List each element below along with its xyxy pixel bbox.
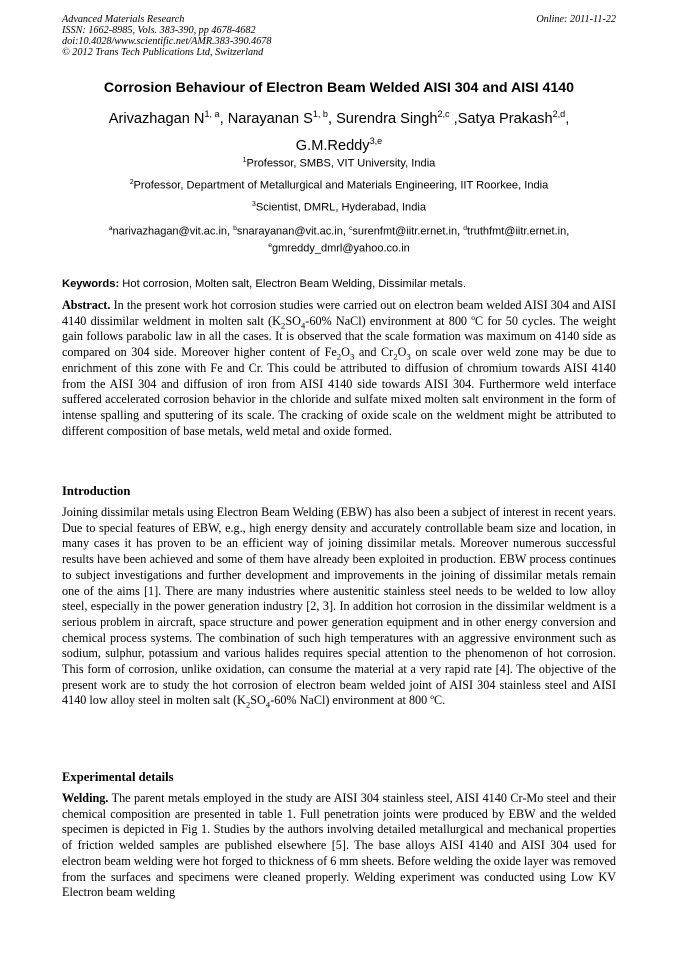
author-emails — [40, 222, 638, 255]
keywords-label: Keywords: — [62, 278, 120, 290]
journal-doi: doi:10.4028/www.scientific.net/AMR.383-390.4678 — [62, 36, 272, 47]
email-sup: b — [233, 225, 237, 232]
author-sup: 2,c — [437, 109, 450, 119]
affiliation-text: Scientist, DMRL, Hyderabad, India — [255, 201, 426, 214]
affiliation — [30, 201, 648, 214]
author-name: G.M.Reddy — [295, 137, 370, 154]
keywords-text: Hot corrosion, Molten salt, Electron Beam Welding, Dissimilar metals. — [119, 278, 466, 290]
author-sep: , — [565, 110, 570, 127]
affiliation — [30, 157, 648, 170]
abstract-label: Abstract. — [62, 298, 111, 312]
introduction-body — [62, 505, 616, 709]
affiliation-text: Professor, Department of Metallurgical and Materials Engineering, IIT Roorkee, India — [133, 179, 549, 192]
author-name: Satya Prakash — [457, 110, 553, 127]
author-name: Arivazhagan N — [108, 110, 205, 127]
email-text: snarayanan@vit.ac.in, — [236, 225, 349, 238]
email-text: narivazhagan@vit.ac.in, — [112, 225, 234, 238]
experimental-text: The parent metals employed in the study are AISI 304 stainless steel, AISI 4140 Cr-Mo steel and their chemical composition are presented in table 1. Full penetration joints were produced by EBW and the welded specimen is depicted in Fig 1. Studies by the authors involving detailed metallurgical and mechanical properties of friction welded samples are published elsewhere [5]. The base alloys AISI 4140 and AISI 304 used for electron beam welding were hot forged to thickness of 6 mm sheets. Before welding the oxide layer was removed from the surfaces and specimens were cleaned properly. Welding experiment was conducted using Low KV Electron beam welding — [62, 791, 616, 900]
affiliation-sup: 3 — [251, 201, 256, 208]
section-heading-experimental: Experimental details — [62, 770, 174, 784]
affiliation-text: Professor, SMBS, VIT University, India — [246, 157, 436, 170]
paper-title: Corrosion Behaviour of Electron Beam Welded AISI 304 and AISI 4140 — [103, 80, 575, 96]
abstract — [62, 298, 616, 439]
author-sup: 1, b — [312, 109, 328, 119]
affiliation-sup: 1 — [242, 157, 247, 164]
email-sup: c — [348, 225, 353, 232]
email-sup: e — [268, 241, 273, 249]
author-sep: , — [449, 110, 458, 127]
keywords — [62, 278, 618, 290]
author-name: Surendra Singh — [336, 110, 438, 127]
journal-name: Advanced Materials Research — [62, 14, 185, 25]
email-sup: d — [463, 225, 468, 232]
section-heading-introduction: Introduction — [62, 484, 131, 498]
journal-issn: ISSN: 1662-8985, Vols. 383-390, pp 4678-4682 — [62, 25, 256, 36]
email-sup: a — [108, 225, 113, 232]
author-sep: , — [327, 110, 337, 127]
author-list — [40, 103, 638, 157]
author-sup: 2,d — [552, 109, 566, 119]
affiliation — [30, 179, 648, 192]
email-text: surenfmt@iitr.ernet.in, — [352, 225, 464, 238]
email-text: gmreddy_dmrl@yahoo.co.in — [272, 242, 410, 255]
author-sup: 3,e — [369, 135, 383, 146]
online-date: Online: 2011-11-22 — [536, 14, 616, 25]
author-name: Narayanan S — [227, 110, 313, 127]
affiliation-sup: 2 — [129, 179, 134, 186]
welding-label: Welding. — [62, 791, 109, 805]
author-sep: , — [219, 110, 228, 127]
experimental-body — [62, 791, 616, 901]
author-sup: 1, a — [204, 109, 220, 119]
email-text: truthfmt@iitr.ernet.in, — [467, 225, 570, 238]
journal-header — [62, 14, 616, 58]
introduction-text: Joining dissimilar metals using Electron Beam Welding (EBW) has also been a subject of interest in recent years. Due to special features of EBW, e.g., high energy density and accurately controllable beam size and location, in many cases it has proven to be an efficient way of joining dissimilar metals. Moreover numerous successful results have been achieved and some of them have already been exploited in production. EBW process continues to subject investigations and further development and improvements in the joining of dissimilar metals remain one of the aims [1]. There are many industries where austenitic stainless steel needs to be welded to low alloy steel, especially in the power generation industry [2, 3]. In addition hot corrosion in the dissimilar weldment is a serious problem in aircraft, space structure and power generation equipment and in other energy conversion and chemical process systems. The combination of such high temperatures with an aggressive environment such as sodium, sulphur, potassium and various halides requires special attention to the phenomenon of hot corrosion. This form of corrosion, unlike oxidation, can consume the material at a very rapid rate [4]. The objective of the present work are to study the hot corrosion of electron beam welded joint of AISI 304 stainless steel and AISI 4140 low alloy steel in molten salt ($K_2SO_4-60\%$ NaCl) environment at 800 ºC. — [62, 505, 616, 710]
journal-copyright: © 2012 Trans Tech Publications Ltd, Switzerland — [62, 47, 264, 58]
abstract-text: In the present work hot corrosion studies were carried out on electron beam welded AISI 304 and AISI 4140 dissimilar weldment in molten salt ($K_2SO_4-60\%$ NaCl) environment at 800 ºC for 50 cycles. The weight gain follows parabolic law in all the cases. It is observed that the scale formation was maximum on 4140 side as compared on 304 side. Moreover higher content of $Fe_2O_3$ and $Cr_2O_3$ on scale over weld zone may be due to enrichment of this zone with Fe and Cr. This could be attributed to diffusion of chromium towards AISI 4140 from the AISI 304 and diffusion of iron from AISI 4140 side towards AISI 304. Furthermore weld interface suffered accelerated corrosion behavior in the chloride and sulfate mixed molten salt environment in the form of intense spalling and sputtering of its scale. The cracking of oxide scale on the weldment might be attributed to different composition of base metals, weld metal and oxide formed. — [62, 298, 617, 438]
